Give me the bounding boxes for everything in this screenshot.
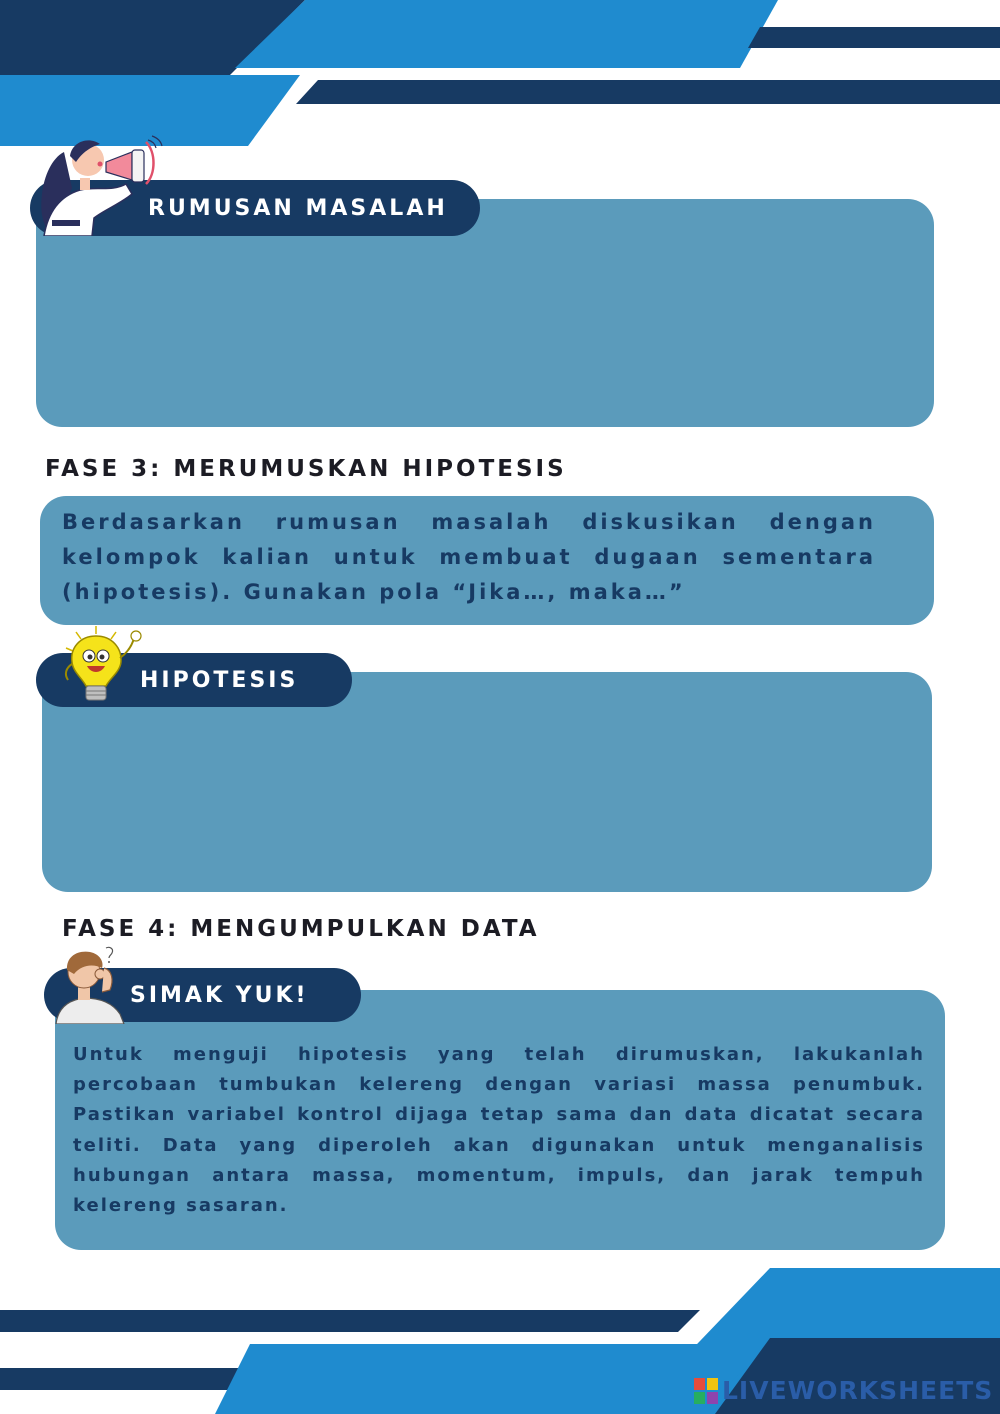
liveworksheets-logo-icon [694, 1378, 718, 1404]
listening-person-illustration [54, 944, 132, 1024]
liveworksheets-logo [694, 1376, 993, 1405]
fase-3-title: FASE 3: MERUMUSKAN HIPOTESIS [45, 456, 567, 482]
hipotesis-label-text: HIPOTESIS [140, 667, 299, 693]
woman-megaphone-illustration [34, 132, 164, 236]
liveworksheets-logo-text: LIVEWORKSHEETS [722, 1376, 994, 1405]
top-banner-decoration [0, 0, 1000, 150]
simak-yuk-text: Untuk menguji hipotesis yang telah dirumuskan, lakukanlah percobaan tumbukan kelereng dengan variasi massa penumbuk. Pastikan variabel kontrol dijaga tetap sama dan data dicatat secara teliti. Data yang diperoleh akan digunakan untuk menganalisis hubungan antara massa, momentum, impuls, dan jarak tempuh kelereng sasaran. [73, 1044, 925, 1217]
simak-yuk-label-text: SIMAK YUK! [130, 982, 309, 1008]
rumusan-masalah-label-text: RUMUSAN MASALAH [148, 195, 448, 221]
lightbulb-mascot-illustration [58, 624, 150, 708]
fase-3-instruction-text: Berdasarkan rumusan masalah diskusikan dengan kelompok kalian untuk membuat dugaan sementara (hipotesis). Gunakan pola “Jika…, maka…” [62, 510, 876, 604]
fase-4-title: FASE 4: MENGUMPULKAN DATA [62, 916, 540, 942]
